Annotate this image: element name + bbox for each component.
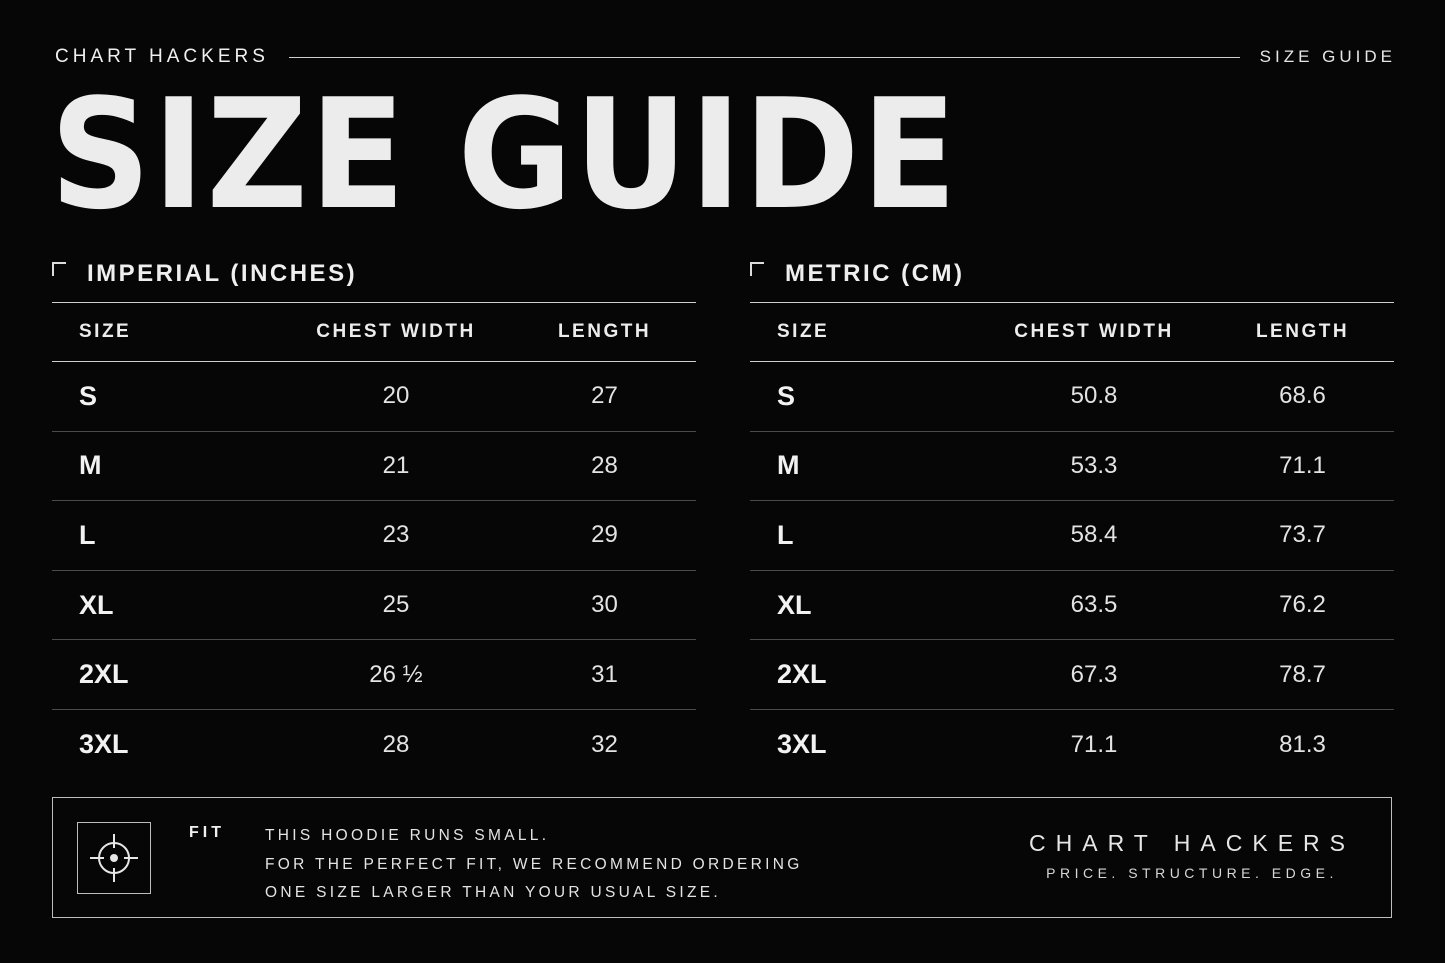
chest-width-cell: 25	[382, 591, 410, 619]
table-row	[52, 431, 696, 501]
table-row	[750, 501, 1394, 571]
length-cell: 71.1	[1279, 451, 1326, 479]
table-row	[750, 362, 1394, 432]
footer-brand-name: CHART HACKERS	[1029, 830, 1355, 856]
chest-width-cell: 23	[382, 521, 410, 549]
corner-bracket-icon	[750, 262, 764, 276]
page-title: SIZE GUIDE	[50, 66, 959, 243]
table-row	[750, 640, 1394, 710]
size-cell: 2XL	[777, 659, 827, 690]
imperial-heading	[52, 258, 696, 290]
size-cell: 3XL	[777, 729, 827, 760]
table-header-row	[52, 303, 696, 362]
imperial-table	[52, 302, 696, 779]
chest-width-cell: 26 ½	[369, 660, 423, 688]
table-row	[52, 570, 696, 640]
table-row	[52, 501, 696, 571]
length-cell: 28	[591, 451, 618, 479]
footer-brand	[1029, 830, 1355, 881]
fit-line: THIS HOODIE RUNS SMALL.	[265, 827, 550, 844]
column-header-length: LENGTH	[557, 321, 652, 342]
size-cell: M	[79, 450, 102, 481]
chest-width-cell: 71.1	[1070, 730, 1118, 758]
header-right-label: SIZE GUIDE	[1259, 47, 1396, 66]
size-cell: XL	[777, 589, 812, 620]
length-cell: 31	[591, 660, 618, 688]
size-cell: 2XL	[79, 659, 129, 690]
crosshair-icon	[77, 822, 151, 894]
table-row	[750, 570, 1394, 640]
size-cell: S	[777, 380, 796, 411]
size-cell: L	[777, 519, 794, 550]
top-bar	[55, 46, 1396, 68]
table-row	[52, 362, 696, 432]
length-cell: 68.6	[1279, 382, 1326, 410]
chest-width-cell: 50.8	[1070, 382, 1118, 410]
table-header-row	[750, 303, 1394, 362]
length-cell: 32	[591, 730, 618, 758]
column-header-size: SIZE	[777, 321, 830, 342]
chest-width-cell: 58.4	[1070, 521, 1118, 549]
length-cell: 29	[591, 521, 618, 549]
size-cell: 3XL	[79, 729, 129, 760]
length-cell: 78.7	[1279, 660, 1326, 688]
chest-width-cell: 67.3	[1070, 660, 1118, 688]
length-cell: 30	[591, 591, 618, 619]
chest-width-cell: 28	[382, 730, 410, 758]
fit-label: FIT	[189, 824, 225, 841]
size-cell: XL	[79, 589, 114, 620]
metric-heading	[750, 258, 1394, 290]
size-cell: M	[777, 450, 800, 481]
size-cell: S	[79, 380, 98, 411]
length-cell: 81.3	[1279, 730, 1326, 758]
column-header-size: SIZE	[79, 321, 132, 342]
column-header-chest-width: CHEST WIDTH	[1014, 321, 1174, 342]
column-header-length: LENGTH	[1255, 321, 1350, 342]
table-row	[750, 431, 1394, 501]
header-divider	[289, 57, 1240, 58]
table-row	[52, 640, 696, 710]
corner-bracket-icon	[52, 262, 66, 276]
imperial-title: IMPERIAL (INCHES)	[87, 260, 358, 287]
fit-description	[265, 822, 803, 908]
metric-table	[750, 302, 1394, 779]
table-row	[52, 709, 696, 779]
footer-brand-tagline: PRICE. STRUCTURE. EDGE.	[1046, 865, 1338, 881]
chest-width-cell: 63.5	[1070, 591, 1118, 619]
length-cell: 76.2	[1279, 591, 1326, 619]
chest-width-cell: 53.3	[1070, 451, 1118, 479]
length-cell: 73.7	[1279, 521, 1326, 549]
table-row	[750, 709, 1394, 779]
length-cell: 27	[591, 382, 618, 410]
size-cell: L	[79, 519, 96, 550]
fit-note-box	[52, 797, 1392, 918]
column-header-chest-width: CHEST WIDTH	[316, 321, 476, 342]
metric-panel	[750, 258, 1394, 779]
fit-line: ONE SIZE LARGER THAN YOUR USUAL SIZE.	[265, 884, 722, 901]
imperial-panel	[52, 258, 696, 779]
fit-line: FOR THE PERFECT FIT, WE RECOMMEND ORDERING	[265, 855, 803, 873]
brand-name: CHART HACKERS	[55, 46, 269, 67]
chest-width-cell: 20	[382, 382, 410, 410]
metric-title: METRIC (CM)	[785, 260, 965, 287]
chest-width-cell: 21	[382, 451, 410, 479]
